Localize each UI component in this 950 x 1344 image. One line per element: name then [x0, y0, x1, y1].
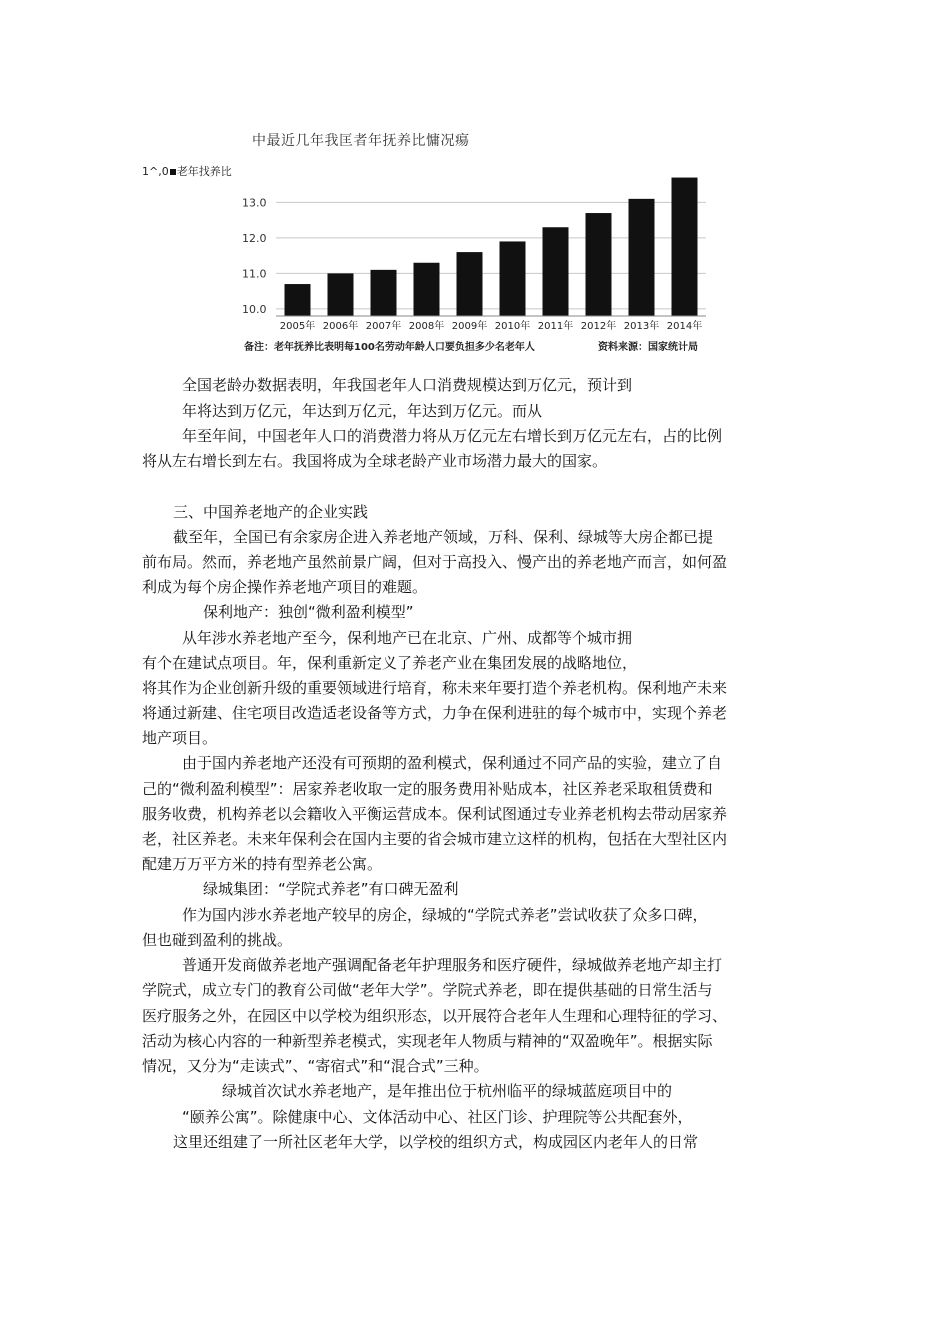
y-tick-label: 10.0 — [242, 302, 267, 316]
body-line: 将其作为企业创新升级的重要领域进行培育，称未来年要打造个养老机构。保利地产未来 — [142, 679, 728, 697]
section-heading: 三、中国养老地产的企业实践 — [173, 503, 369, 521]
body-line: 绿城首次试水养老地产，是年推出位于杭州临平的绿城蓝庭项目中的 — [222, 1082, 673, 1100]
bar — [414, 263, 440, 316]
body-line: 年至年间，中国老年人口的消费潜力将从万亿元左右增长到万亿元左右，占的比例 — [182, 427, 723, 445]
bar — [586, 213, 612, 316]
bar — [371, 270, 397, 316]
body-line: 活动为核心内容的一种新型养老模式，实现老年人物质与精神的“双盈晚年”。根据实际 — [142, 1032, 713, 1050]
y-tick-label: 12.0 — [242, 231, 267, 245]
chart-legend — [142, 163, 232, 179]
legend-label: 老年找养比 — [176, 165, 232, 178]
x-tick-label: 2011年 — [537, 321, 574, 332]
legend-prefix: 1^,0 — [142, 165, 169, 178]
x-tick-label: 2012年 — [580, 321, 617, 332]
body-line: “颐养公寓”。除健康中心、文体活动中心、社区门诊、护理院等公共配套外， — [182, 1108, 693, 1126]
chart-title: 中最近几年我匡者年抚养比慵况瘍 — [252, 133, 470, 149]
body-line: 年将达到万亿元，年达到万亿元，年达到万亿元。而从 — [182, 402, 543, 420]
chart-footnote: 备注：老年抚养比表明每100名劳动年龄人口要负担多少名老年人 — [244, 342, 535, 353]
bar — [285, 284, 311, 316]
body-line: 将从左右增长到左右。我国将成为全球老龄产业市场潜力最大的国家。 — [142, 452, 608, 470]
body-line: 从年涉水养老地产至今，保利地产已在北京、广州、成都等个城市拥 — [182, 629, 633, 647]
chart-source: 资料来源：国家统计局 — [598, 342, 698, 353]
bar — [457, 252, 483, 316]
x-tick-label: 2008年 — [408, 321, 445, 332]
body-line: 由于国内养老地产还没有可预期的盈利模式，保利通过不同产品的实验，建立了自 — [182, 754, 723, 772]
body-line: 作为国内涉水养老地产较早的房企，绿城的“学院式养老”尝试收获了众多口碑， — [182, 906, 708, 924]
body-line: 但也碰到盈利的挑战。 — [142, 931, 293, 949]
subheading: 保利地产：独创“微利盈利模型” — [203, 603, 414, 621]
bar — [328, 273, 354, 316]
body-line: 老，社区养老。未来年保利会在国内主要的省会城市建立这样的机构，包括在大型社区内 — [142, 830, 728, 848]
body-line: 截至年，全国已有余家房企进入养老地产领域，万科、保利、绿城等大房企都已提 — [173, 528, 714, 546]
bar — [629, 199, 655, 316]
body-line: 配建万万平方米的持有型养老公寓。 — [142, 855, 383, 873]
bar — [672, 178, 698, 316]
body-line: 医疗服务之外，在园区中以学校为组织形态，以开展符合老年人生理和心理特征的学习、 — [142, 1007, 728, 1025]
body-line: 情况，又分为“走读式”、“寄宿式”和“混合式”三种。 — [142, 1057, 489, 1075]
body-line: 全国老龄办数据表明，年我国老年人口消费规模达到万亿元，预计到 — [182, 376, 633, 394]
y-tick-label: 11.0 — [242, 267, 267, 281]
legend-swatch — [170, 169, 176, 175]
x-tick-label: 2014年 — [666, 321, 703, 332]
body-line: 前布局。然而，养老地产虽然前景广阔，但对于高投入、慢产出的养老地产而言，如何盈 — [142, 553, 728, 571]
body-line: 服务收费，机构养老以会籍收入平衡运营成本。保利试图通过专业养老机构去带动居家养 — [142, 805, 728, 823]
x-tick-label: 2006年 — [322, 321, 359, 332]
bar-chart — [238, 168, 710, 336]
body-line: 己的“微利盈利模型”：居家养老收取一定的服务费用补贴成本，社区养老采取租赁费和 — [142, 780, 713, 798]
body-line: 将通过新建、住宅项目改造适老设备等方式，力争在保利进驻的每个城市中，实现个养老 — [142, 704, 728, 722]
x-tick-label: 2013年 — [623, 321, 660, 332]
bar — [500, 241, 526, 316]
x-tick-label: 2009年 — [451, 321, 488, 332]
body-line: 地产项目。 — [142, 729, 218, 747]
bar — [543, 227, 569, 316]
body-line: 学院式，成立专门的教育公司做“老年大学”。学院式养老，即在提供基础的日常生活与 — [142, 981, 713, 999]
body-line: 有个在建试点项目。年，保利重新定义了养老产业在集团发展的战略地位， — [142, 654, 638, 672]
subheading: 绿城集团：“学院式养老”有口碑无盈利 — [203, 880, 459, 898]
y-tick-label: 13.0 — [242, 196, 267, 210]
body-line: 利成为每个房企操作养老地产项目的难题。 — [142, 578, 428, 596]
x-tick-label: 2005年 — [279, 321, 316, 332]
body-line: 这里还组建了一所社区老年大学，以学校的组织方式，构成园区内老年人的日常 — [173, 1133, 699, 1151]
body-line: 普通开发商做养老地产强调配备老年护理服务和医疗硬件，绿城做养老地产却主打 — [182, 956, 723, 974]
x-tick-label: 2010年 — [494, 321, 531, 332]
x-tick-label: 2007年 — [365, 321, 402, 332]
